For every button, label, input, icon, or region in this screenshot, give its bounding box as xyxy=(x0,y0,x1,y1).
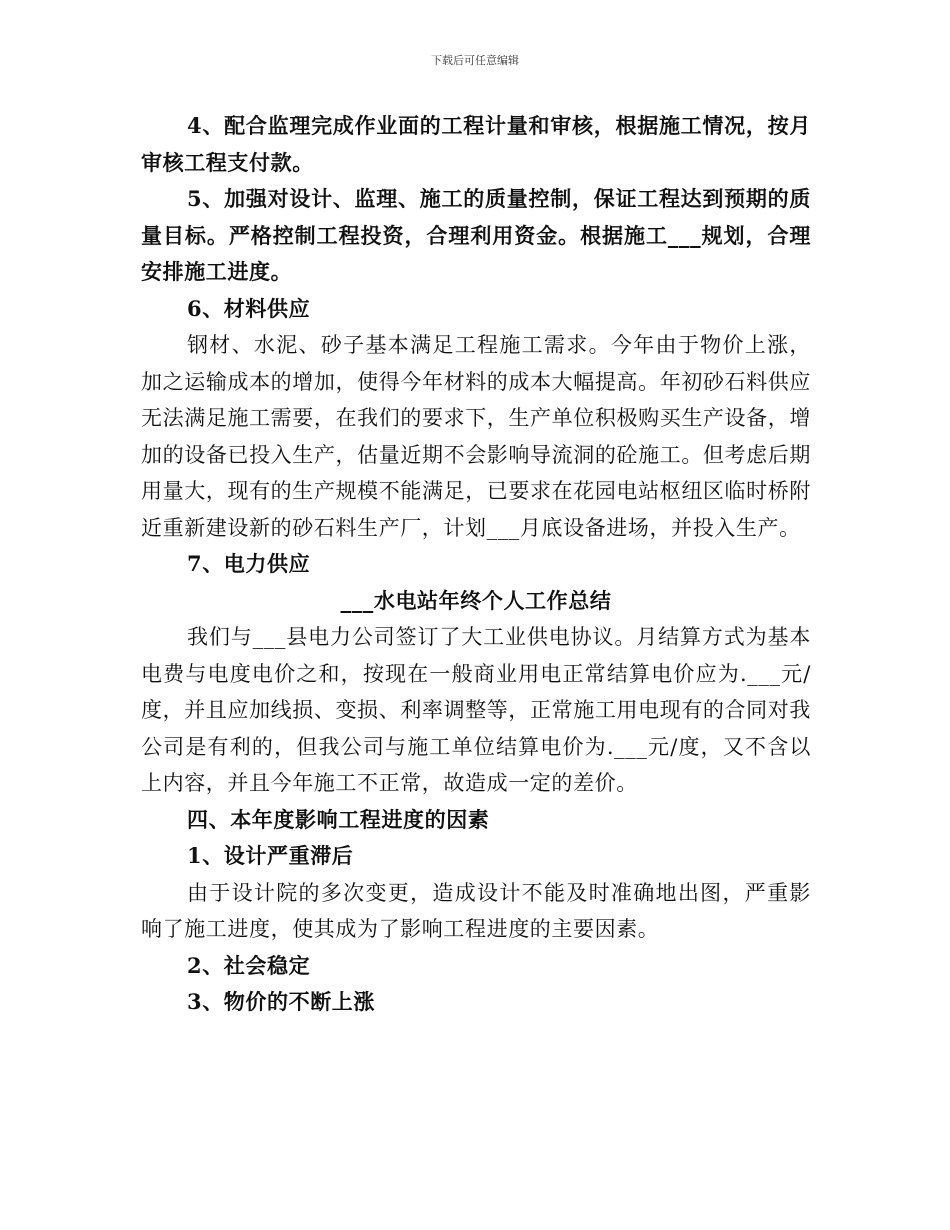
heading-social-stability: 2、社会稳定 xyxy=(187,952,311,978)
heading-power-supply: 7、电力供应 xyxy=(187,551,311,576)
paragraph-design-delay: 由于设计院的多次变更，造成设计不能及时准确地出图，严重影响了施工进度，使其成为了影响工程进度的主要因素。 xyxy=(141,880,811,941)
paragraph-item-5: 5、加强对设计、监理、施工的质量控制，保证工程达到预期的质量目标。严格控制工程投资，合理利用资金。根据施工___规划，合理安排施工进度。 xyxy=(141,186,811,284)
document-title: ___水电站年终个人工作总结 xyxy=(340,587,612,613)
paragraph-material-supply: 钢材、水泥、砂子基本满足工程施工需求。今年由于物价上涨，加之运输成本的增加，使得今年材料的成本大幅提高。年初砂石料供应无法满足施工需要，在我们的要求下，生产单位积极购买生产设备，增加的设备已投入生产，估量近期不会影响导流洞的砼施工。但考虑后期用量大，现有的生产规模不能满足，已要求在花园电站枢纽区临时桥附近重新建设新的砂石料生产厂，计划___月底设备进场，并投入生产。 xyxy=(141,333,811,540)
page-header-note: 下载后可任意编辑 xyxy=(431,54,519,67)
heading-progress-factors: 四、本年度影响工程进度的因素 xyxy=(187,806,490,832)
heading-material-supply: 6、材料供应 xyxy=(187,295,311,321)
document-body xyxy=(141,108,811,1021)
heading-design-delay: 1、设计严重滞后 xyxy=(187,843,354,868)
paragraph-item-4: 4、配合监理完成作业面的工程计量和审核，根据施工情况，按月审核工程支付款。 xyxy=(141,113,811,175)
paragraph-power-supply: 我们与___县电力公司签订了大工业供电协议。月结算方式为基本电费与电度电价之和，按现在一般商业用电正常结算电价应为.___元/度，并且应加线损、变损、利率调整等，正常施工用电现有的合同对我公司是有利的，但我公司与施工单位结算电价为.___元/度，又不含以上内容，并且今年施工不正常，故造成一定的差价。 xyxy=(141,625,811,795)
heading-price-rise: 3、物价的不断上涨 xyxy=(187,989,376,1014)
